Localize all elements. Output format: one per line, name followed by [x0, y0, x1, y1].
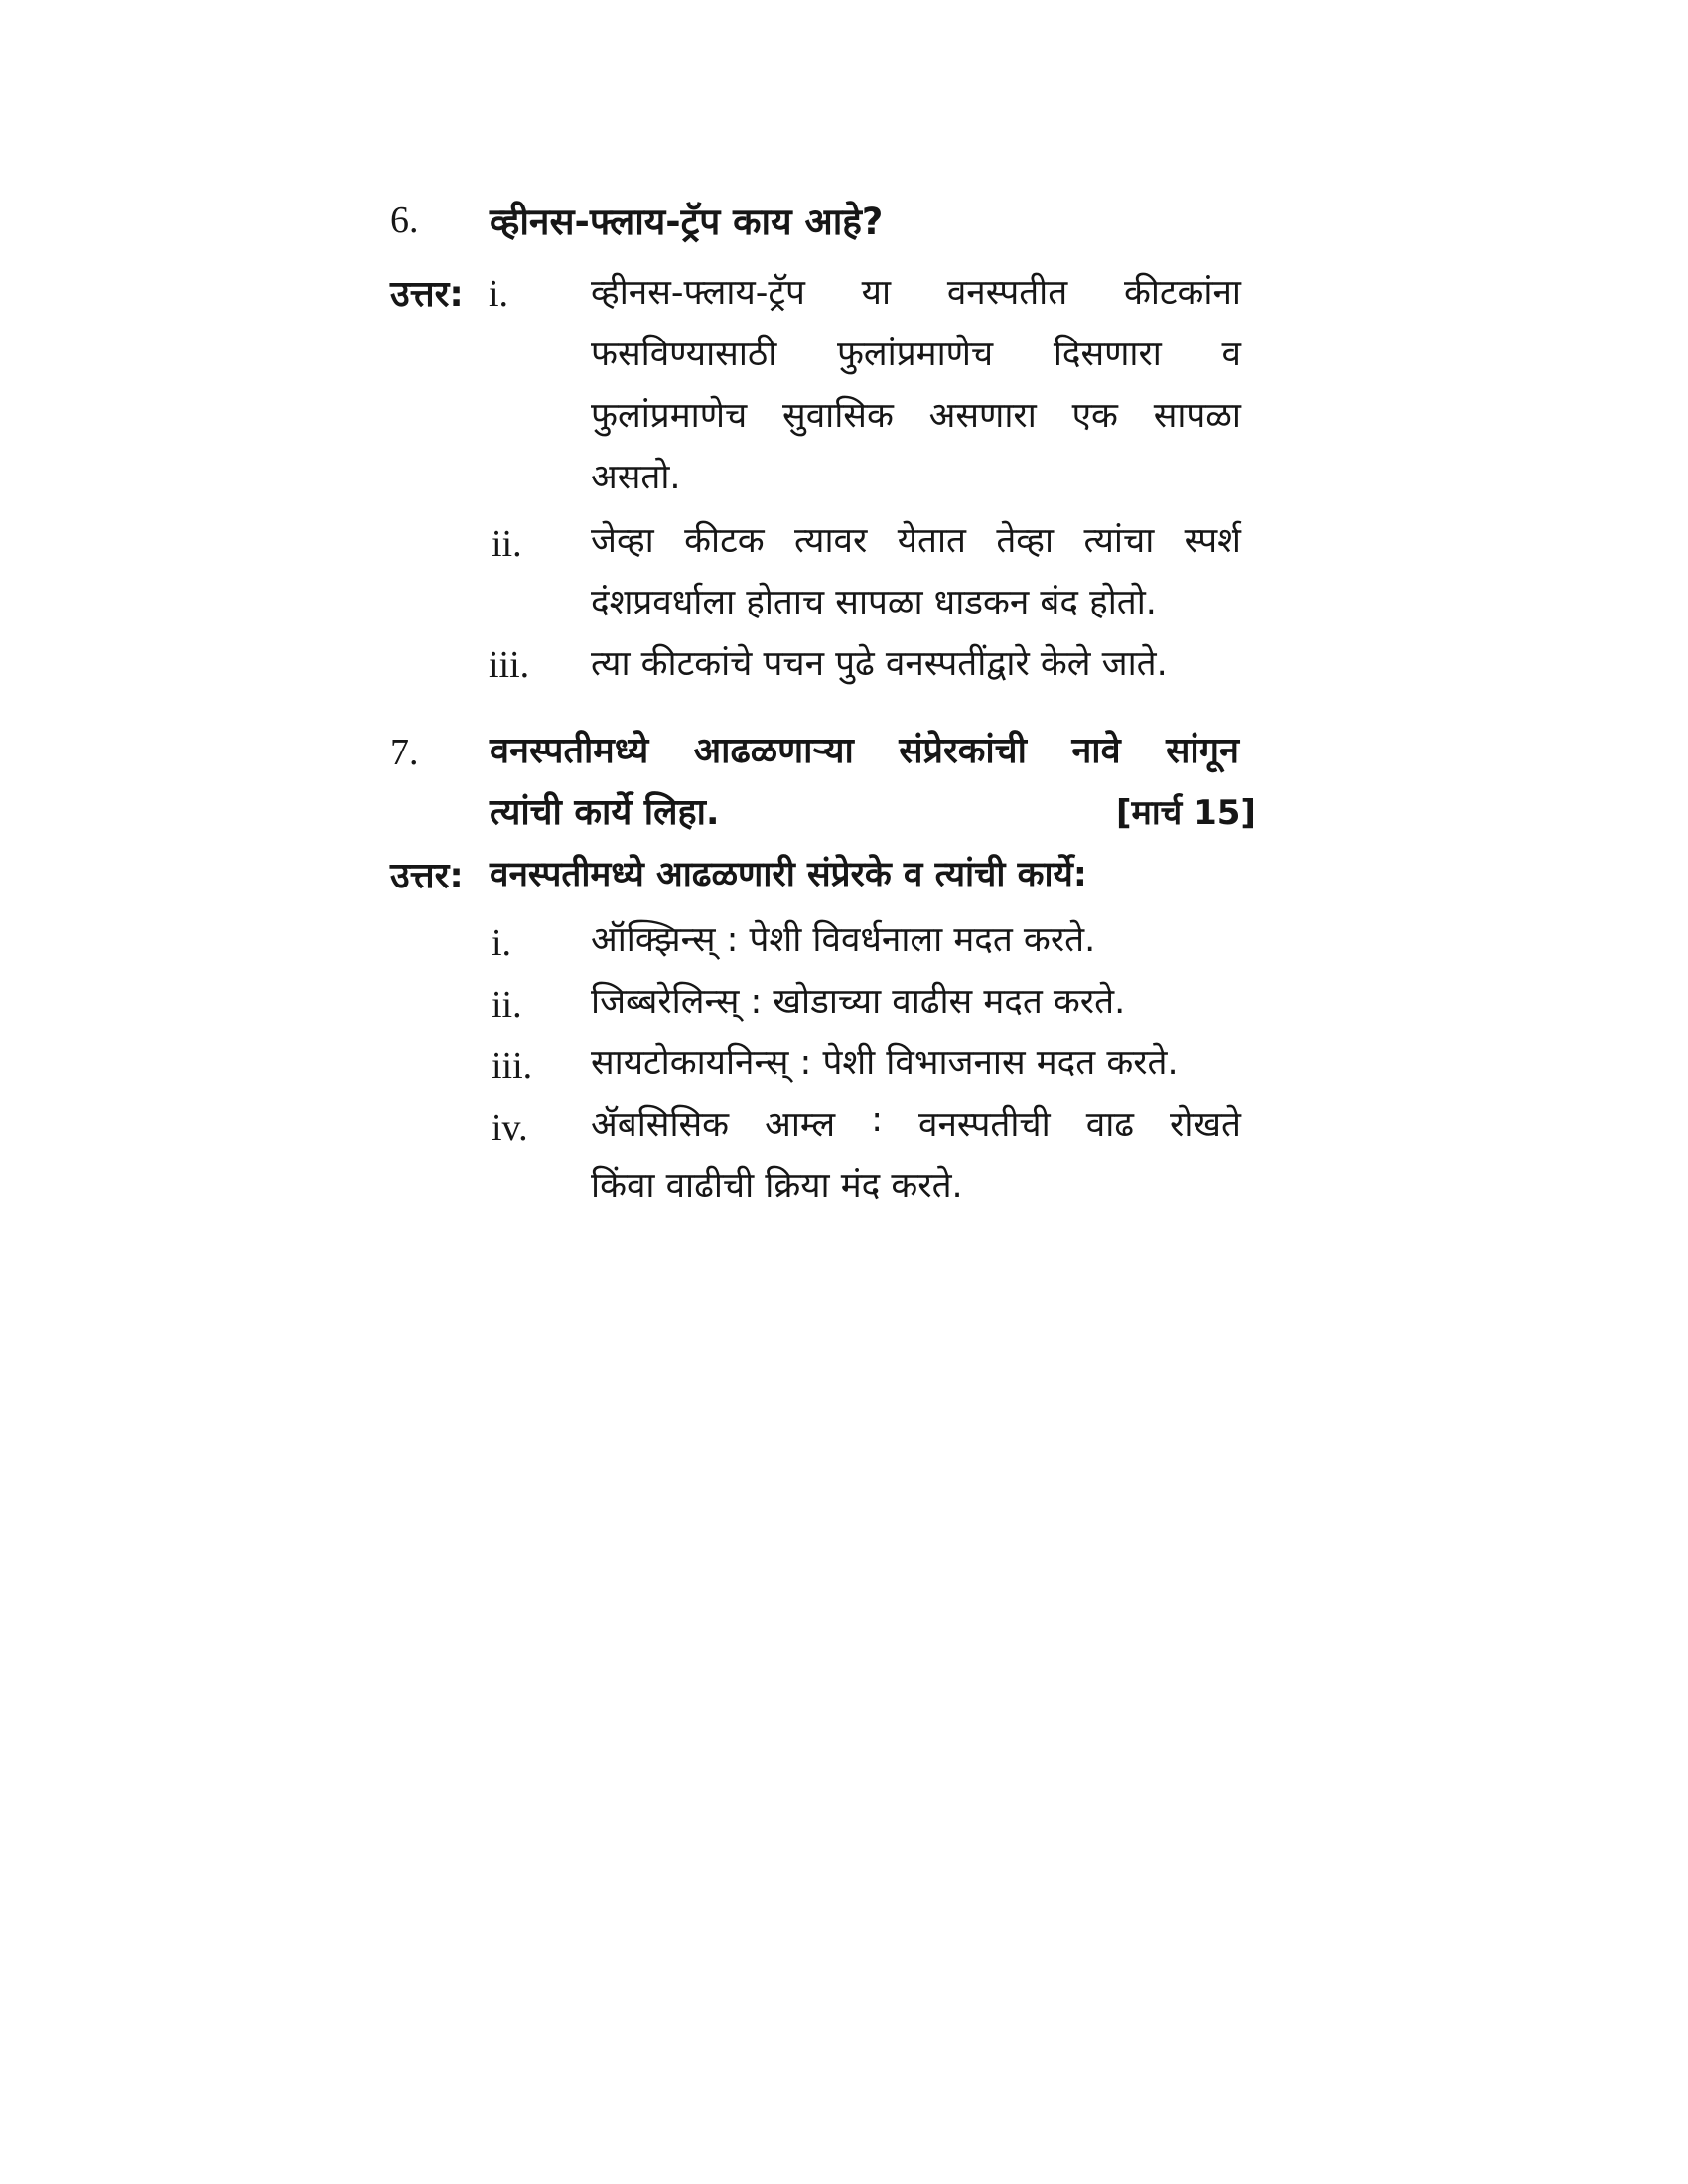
item-marker: i. — [492, 922, 512, 964]
word: सापळा — [1153, 396, 1241, 436]
word: त्यांचा — [1083, 521, 1155, 561]
word: व्हीनस-फ्लाय-ट्रॅप — [591, 273, 805, 313]
answer-line — [591, 1100, 1241, 1147]
answer-line — [591, 330, 1241, 376]
word: वनस्पतीची — [918, 1105, 1051, 1145]
word: फसविण्यासाठी — [591, 335, 777, 374]
word: कीटक — [684, 521, 765, 561]
item-marker: iii. — [492, 1045, 533, 1087]
word: वाढ — [1085, 1105, 1134, 1145]
answer-label: उत्तर: — [390, 274, 464, 315]
answer-line: ऑक्झिन्स् : पेशी विवर्धनाला मदत करते. — [591, 920, 1096, 960]
word: ॲबसिसिक — [591, 1105, 730, 1145]
answer-line: सायटोकायनिन्स् : पेशी विभाजनास मदत करते. — [591, 1043, 1179, 1083]
item-marker: iv. — [492, 1107, 528, 1149]
word: आम्ल — [765, 1105, 836, 1145]
word: संप्रेरकांची — [899, 731, 1027, 771]
word: दिसणारा — [1053, 335, 1162, 374]
word: वनस्पतीत — [946, 273, 1068, 313]
item-marker: ii. — [492, 984, 522, 1025]
answer-line: दंशप्रवर्धाला होताच सापळा धाडकन बंद होतो. — [591, 583, 1157, 622]
word: : — [871, 1100, 883, 1140]
word: एक — [1071, 396, 1118, 436]
answer-label: उत्तर: — [390, 856, 464, 896]
answer-line: असतो. — [591, 458, 681, 497]
question-text: व्हीनस-फ्लाय-ट्रॅप काय आहे? — [490, 201, 884, 243]
word: सांगून — [1166, 731, 1239, 771]
answer-line: किंवा वाढीची क्रिया मंद करते. — [591, 1166, 963, 1206]
answer-line — [591, 391, 1241, 438]
answer-heading: वनस्पतीमध्ये आढळणारी संप्रेरके व त्यांची कार्ये: — [490, 855, 1087, 894]
item-marker: ii. — [492, 523, 522, 565]
exam-year-tag: [मार्च 15] — [1116, 793, 1256, 833]
item-marker: iii. — [489, 644, 530, 686]
word: स्पर्श — [1184, 521, 1241, 561]
word: वनस्पतीमध्ये — [490, 731, 649, 771]
question-text — [490, 725, 1239, 773]
answer-line: जिब्बरेलिन्स् : खोडाच्या वाढीस मदत करते. — [591, 982, 1126, 1022]
word: सुवासिक — [782, 396, 894, 436]
word: तेव्हा — [996, 521, 1055, 561]
item-marker: i. — [489, 273, 509, 315]
word: आढळणाऱ्या — [693, 731, 854, 771]
word: रोखते — [1170, 1105, 1241, 1145]
word: त्यावर — [794, 521, 868, 561]
word: फुलांप्रमाणेच — [836, 335, 994, 374]
answer-line — [591, 516, 1241, 563]
word: या — [861, 273, 892, 313]
word: नावे — [1071, 731, 1121, 771]
answer-line — [591, 268, 1241, 315]
question-number: 7. — [390, 732, 419, 773]
word: फुलांप्रमाणेच — [591, 396, 748, 436]
word: येतात — [897, 521, 966, 561]
question-number: 6. — [390, 200, 419, 241]
word: कीटकांना — [1123, 273, 1241, 313]
word: जेव्हा — [591, 521, 654, 561]
word: असणारा — [928, 396, 1037, 436]
question-text: त्यांची कार्ये लिहा. — [490, 792, 720, 833]
answer-line: त्या कीटकांचे पचन पुढे वनस्पतींद्वारे केले जाते. — [591, 644, 1168, 684]
word: व — [1221, 335, 1241, 374]
